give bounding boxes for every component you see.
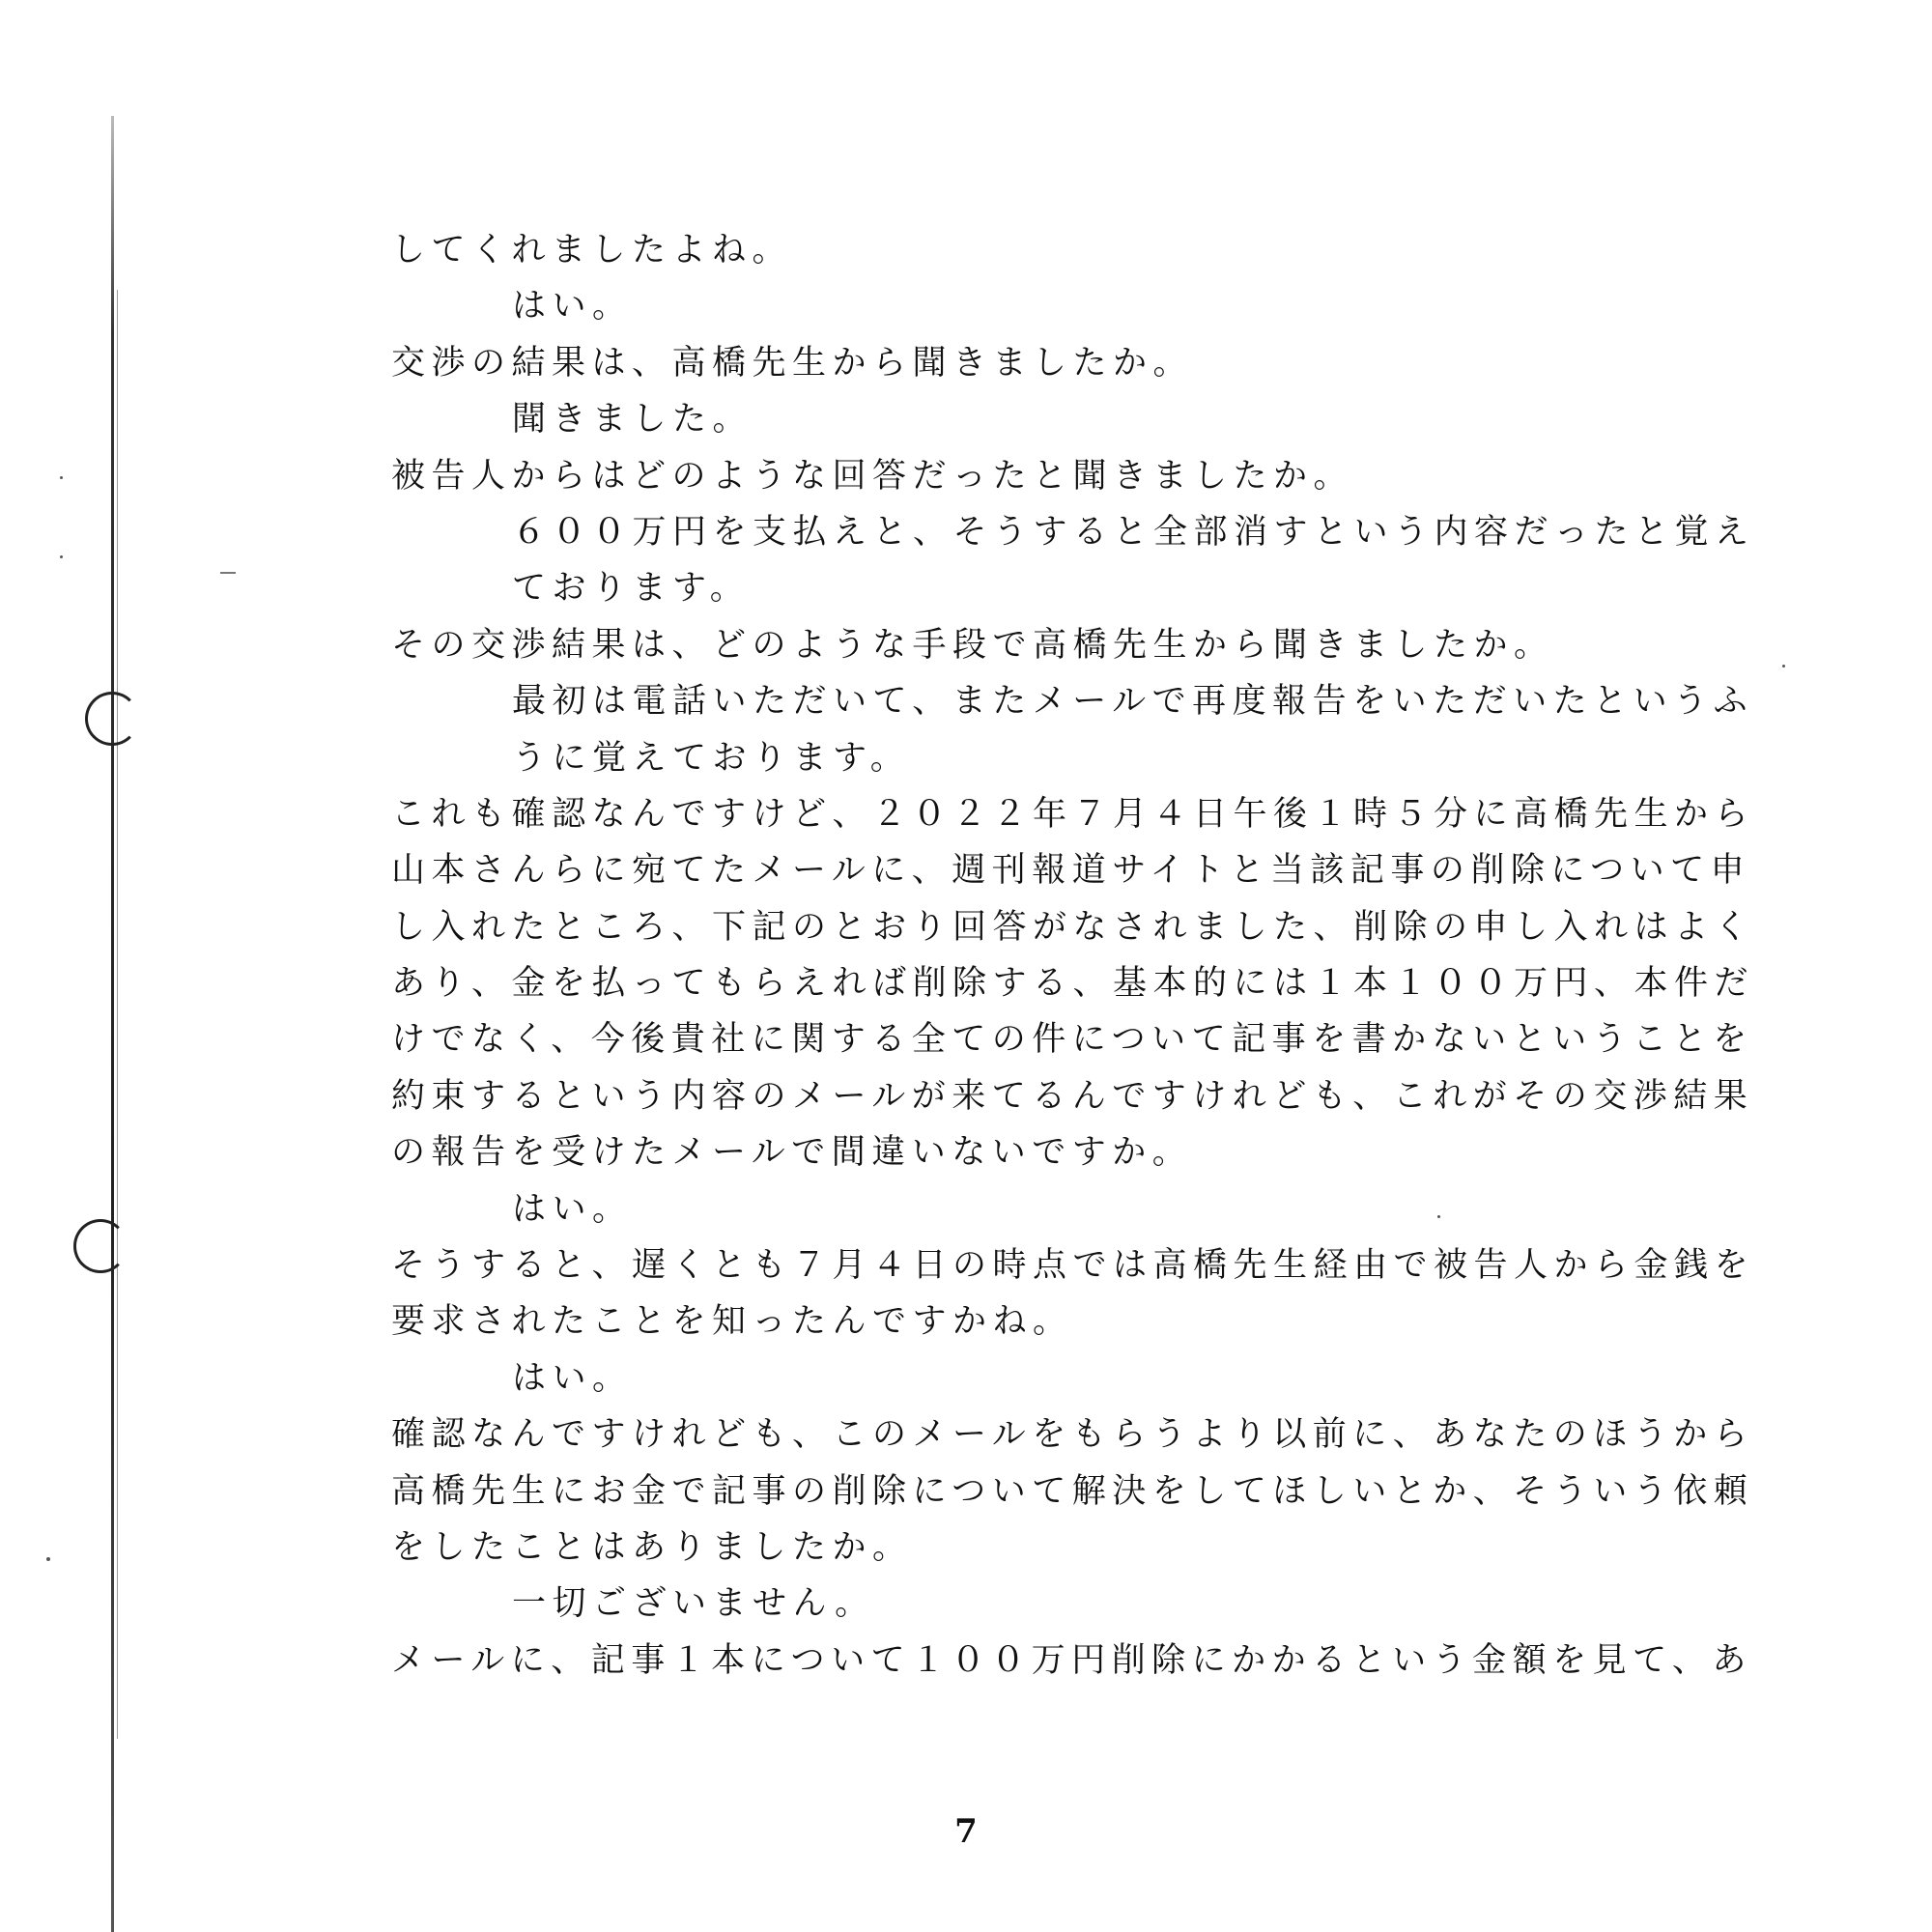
- transcript-line: の報告を受けたメールで間違いないですか。: [391, 1133, 1193, 1173]
- transcript-line: これも確認なんですけど、２０２２年７月４日午後１時５分に高橋先生から: [391, 794, 1755, 834]
- transcript-line: ６００万円を支払えと、そうすると全部消すという内容だったと覚え: [512, 512, 1755, 552]
- transcript-body: [391, 222, 1782, 1689]
- transcript-line: 一切ございません。: [512, 1584, 875, 1624]
- transcript-line: 約束するという内容のメールが来てるんですけれども、これがその交渉結果: [391, 1076, 1754, 1116]
- transcript-line: 要求されたことを知ったんですかね。: [391, 1302, 1073, 1342]
- transcript-line: そうすると、遅くとも７月４日の時点では高橋先生経由で被告人から金銭を: [391, 1246, 1755, 1286]
- transcript-line: 聞きました。: [512, 400, 753, 440]
- transcript-line: けでなく、今後貴社に関する全ての件について記事を書かないということを: [391, 1020, 1753, 1060]
- page-number: 7: [954, 1812, 978, 1851]
- transcript-line: ております。: [512, 569, 751, 609]
- transcript-line: はい。: [512, 1189, 633, 1229]
- transcript-line: し入れたところ、下記のとおり回答がなされました、削除の申し入れはよく: [391, 907, 1755, 947]
- transcript-line: 最初は電話いただいて、またメールで再度報告をいただいたというふ: [512, 682, 1754, 722]
- transcript-line: あり、金を払ってもらえれば削除する、基本的には１本１００万円、本件だ: [391, 964, 1755, 1004]
- transcript-line: メールに、記事１本について１００万円削除にかかるという金額を見て、あ: [391, 1640, 1752, 1680]
- transcript-line: 確認なんですけれども、このメールをもらうより以前に、あなたのほうから: [391, 1415, 1754, 1455]
- scan-speck: [46, 1557, 50, 1561]
- punch-hole-top: [85, 692, 139, 746]
- transcript-line: はい。: [512, 287, 633, 327]
- transcript-line: はい。: [512, 1358, 633, 1398]
- scan-speck: [1782, 665, 1785, 668]
- transcript-line: 交渉の結果は、高橋先生から聞きましたか。: [391, 343, 1194, 383]
- binding-margin-line: [111, 116, 114, 1932]
- punch-hole-bottom: [73, 1219, 128, 1273]
- transcript-line: その交渉結果は、どのような手段で高橋先生から聞きましたか。: [391, 625, 1554, 665]
- scan-speck: [220, 572, 236, 574]
- binding-margin-line-secondary: [117, 290, 118, 1739]
- scan-speck: [60, 476, 63, 479]
- transcript-line: をしたことはありましたか。: [391, 1527, 913, 1567]
- transcript-line: 高橋先生にお金で記事の削除について解決をしてほしいとか、そういう依頼: [391, 1471, 1754, 1511]
- transcript-line: 山本さんらに宛てたメールに、週刊報道サイトと当該記事の削除について申: [391, 851, 1751, 891]
- transcript-line: 被告人からはどのような回答だったと聞きましたか。: [391, 456, 1354, 496]
- transcript-line: うに覚えております。: [512, 738, 911, 778]
- scan-speck: [60, 555, 63, 558]
- transcript-line: してくれましたよね。: [391, 231, 793, 270]
